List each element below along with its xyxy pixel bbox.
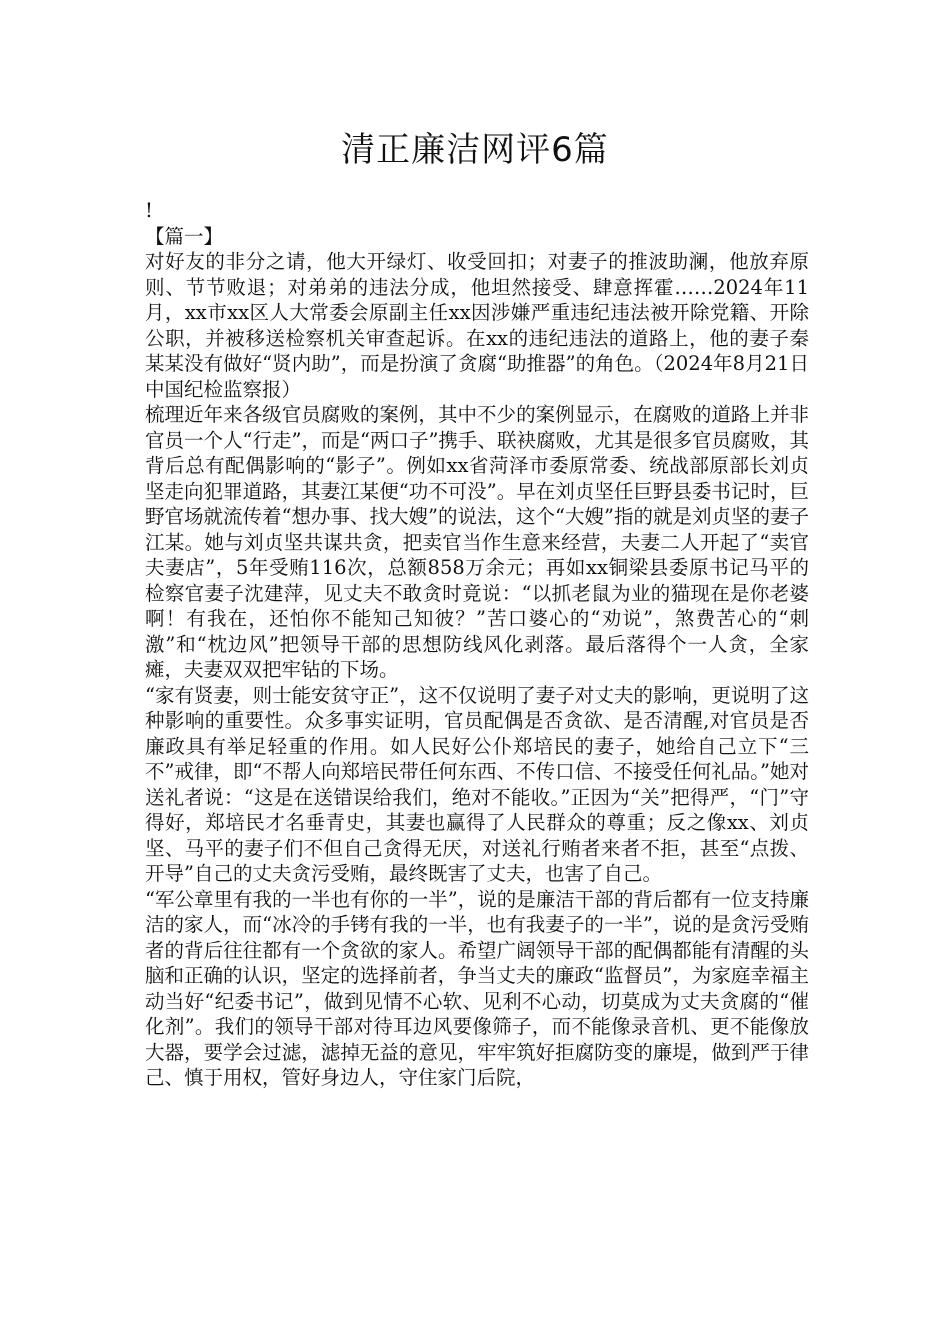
opening-mark: ! (145, 199, 153, 222)
body-paragraph: “军公章里有我的一半也有你的一半”，说的是廉洁干部的背后都有一位支持廉洁的家人，而“冰冷的手铐有我的一半，也有我妻子的一半”，说的是贪污受贿者的背后往往都有一个贪欲的家人。希望广阔领导干部的配偶都能有清醒的头脑和正确的认识，坚定的选择前者，争当丈夫的廉政“监督员”，为家庭幸福主动当好“纪委书记”，做到见情不心软、见利不心动，切莫成为丈夫贪腐的“催化剂”。我们的领导干部对待耳边风要像筛子，而不能像录音机、更不能像放大器，要学会过滤，滤掉无益的意见，牢牢筑好拒腐防变的廉堤，做到严于律己、慎于用权，管好身边人，守住家门后院， (145, 887, 809, 1089)
section-heading: 【篇一】 (145, 224, 224, 248)
body-paragraph: “家有贤妻，则士能安贫守正”，这不仅说明了妻子对丈夫的影响，更说明了这种影响的重要性。众多事实证明，官员配偶是否贪欲、是否清醒,对官员是否廉政具有举足轻重的作用。如人民好公仆郑培民的妻子，她给自己立下“三不”戒律，即“不帮人向郑培民带任何东西、不传口信、不接受任何礼品。”她对送礼者说：“这是在送错误给我们，绝对不能收。”正因为“关”把得严，“门”守得好，郑培民才名垂青史，其妻也赢得了人民群众的尊重；反之像xx、刘贞坚、马平的妻子们不但自己贪得无厌，对送礼行贿者来者不拒，甚至“点拨、开导”自己的丈夫贪污受贿，最终既害了丈夫，也害了自己。 (145, 683, 809, 885)
body-paragraph: 梳理近年来各级官员腐败的案例，其中不少的案例显示，在腐败的道路上并非官员一个人“行走”，而是“两口子”携手、联袂腐败，尤其是很多官员腐败，其背后总有配偶影响的“影子”。例如xx省菏泽市委原常委、统战部原部长刘贞坚走向犯罪道路，其妻江某便“功不可没”。早在刘贞坚任巨野县委书记时，巨野官场就流传着“想办事、找大嫂”的说法，这个“大嫂”指的就是刘贞坚的妻子江某。她与刘贞坚共谋共贪，把卖官当作生意来经营，夫妻二人开起了“卖官夫妻店”，5年受贿116次，总额858万余元；再如xx铜梁县委原书记马平的检察官妻子沈建萍，见丈夫不敢贪时竟说：“以抓老鼠为业的猫现在是你老婆啊！有我在，还怕你不能知己知彼？”苦口婆心的“劝说”，煞费苦心的“刺激”和“枕边风”把领导干部的思想防线风化剥落。最后落得个一人贪，全家瘫，夫妻双双把牢钻的下场。 (145, 403, 809, 681)
body-paragraph: 对好友的非分之请，他大开绿灯、收受回扣；对妻子的推波助澜，他放弃原则、节节败退；对弟弟的违法分成，他坦然接受、肆意挥霍……2024年11月，xx市xx区人大常委会原副主任xx因涉嫌严重违纪违法被开除党籍、开除公职，并被移送检察机关审查起诉。在xx的违纪违法的道路上，他的妻子秦某某没有做好“贤内助”，而是扮演了贪腐“助推器”的角色。（2024年8月21日中国纪检监察报） (145, 250, 809, 401)
document-title: 清正廉洁网评6篇 (341, 130, 609, 170)
document-body (145, 198, 809, 1091)
